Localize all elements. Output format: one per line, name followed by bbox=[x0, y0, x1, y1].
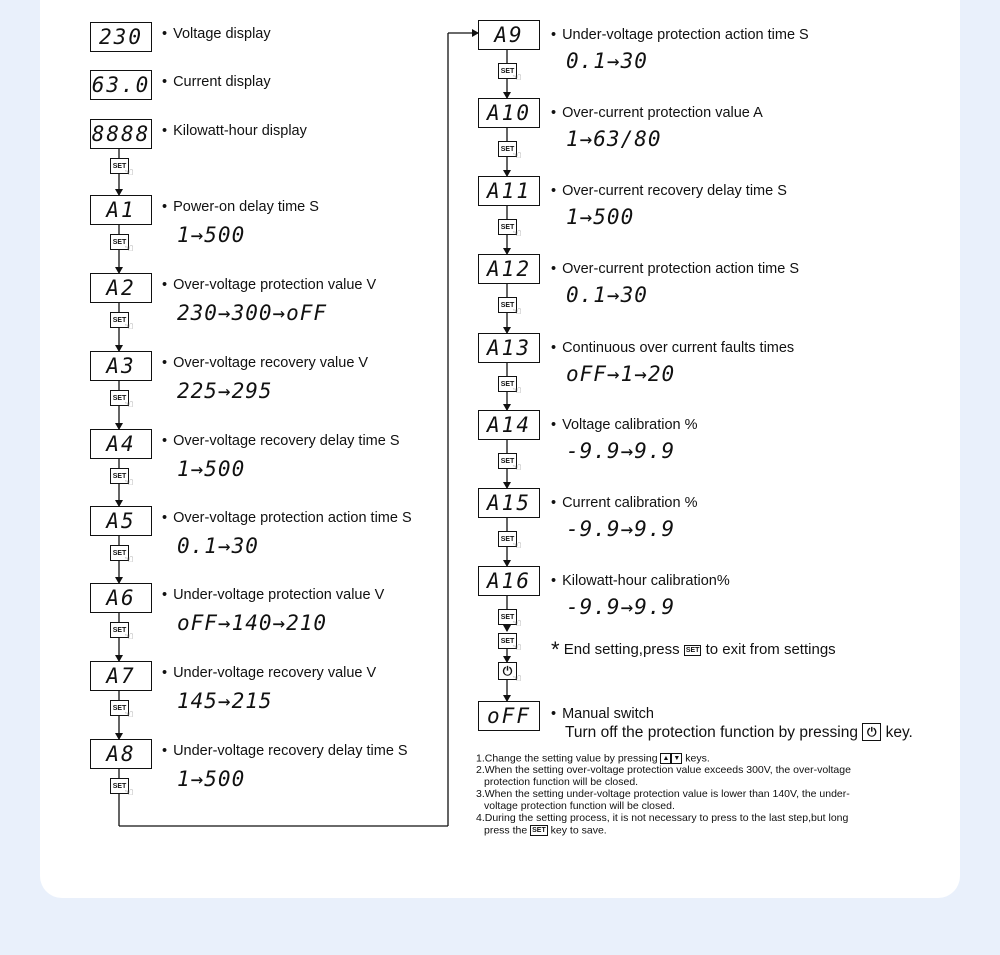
set-key-icon: SET bbox=[685, 646, 700, 654]
set-key-icon: SET bbox=[532, 827, 546, 834]
power-key-icon: ⏻ bbox=[862, 723, 881, 741]
value-range-a16: -9.9→9.9 bbox=[566, 595, 676, 619]
label-a6: • Under-voltage protection value V bbox=[162, 587, 385, 603]
label-230: • Voltage display bbox=[162, 26, 271, 42]
value-range-a6: oFF→140→210 bbox=[177, 611, 328, 635]
label-a14: • Voltage calibration % bbox=[551, 417, 698, 433]
set-key-8[interactable]: SET bbox=[110, 700, 129, 716]
value-range-a4: 1→500 bbox=[177, 457, 246, 481]
label-a8: • Under-voltage recovery delay time S bbox=[162, 743, 408, 759]
note-3a: 3.When the setting under-voltage protection value is lower than 140V, the under- bbox=[476, 788, 850, 800]
label-a2: • Over-voltage protection value V bbox=[162, 277, 377, 293]
label-a3: • Over-voltage recovery value V bbox=[162, 355, 369, 371]
hand-press-icon: ☜ bbox=[124, 399, 134, 411]
value-range-a3: 225→295 bbox=[177, 379, 273, 403]
set-key-13[interactable]: SET bbox=[498, 141, 517, 157]
display-8888: 8888 bbox=[90, 119, 152, 149]
display-a1: A1 bbox=[90, 195, 152, 225]
display-a11: A11 bbox=[478, 176, 540, 206]
value-range-a5: 0.1→30 bbox=[177, 534, 259, 558]
hand-press-icon: ☜ bbox=[124, 167, 134, 179]
display-a6: A6 bbox=[90, 583, 152, 613]
set-key-1[interactable]: SET bbox=[110, 158, 129, 174]
note-2b: protection function will be closed. bbox=[484, 776, 639, 788]
hand-press-icon: ☜ bbox=[512, 228, 522, 240]
display-a13: A13 bbox=[478, 333, 540, 363]
display-a7: A7 bbox=[90, 661, 152, 691]
hand-press-icon: ☜ bbox=[124, 709, 134, 721]
display-a8: A8 bbox=[90, 739, 152, 769]
label-a16: • Kilowatt-hour calibration% bbox=[551, 573, 730, 589]
hand-press-icon: ☜ bbox=[512, 385, 522, 397]
label-a11: • Over-current recovery delay time S bbox=[551, 183, 787, 199]
hand-press-icon: ☜ bbox=[512, 642, 522, 654]
hand-press-icon: ☜ bbox=[512, 462, 522, 474]
display-a14: A14 bbox=[478, 410, 540, 440]
value-range-a9: 0.1→30 bbox=[566, 49, 648, 73]
value-range-a7: 145→215 bbox=[177, 689, 273, 713]
label-a7: • Under-voltage recovery value V bbox=[162, 665, 377, 681]
display-a10: A10 bbox=[478, 98, 540, 128]
note-4a: 4.During the setting process, it is not necessary to press to the last step,but long bbox=[476, 812, 849, 824]
hand-press-icon: ☜ bbox=[512, 540, 522, 552]
hand-press-icon: ☜ bbox=[124, 554, 134, 566]
hand-press-icon: ☜ bbox=[124, 321, 134, 333]
value-range-a11: 1→500 bbox=[566, 205, 635, 229]
hand-press-icon: ☜ bbox=[124, 787, 134, 799]
label-a10: • Over-current protection value A bbox=[551, 105, 763, 121]
hand-press-icon: ☜ bbox=[512, 72, 522, 84]
display-a2: A2 bbox=[90, 273, 152, 303]
value-range-a13: oFF→1→20 bbox=[566, 362, 676, 386]
manual-switch-label: • Manual switch bbox=[551, 706, 654, 722]
value-range-a2: 230→300→oFF bbox=[177, 301, 328, 325]
hand-press-icon: ☜ bbox=[124, 477, 134, 489]
hand-press-icon: ☜ bbox=[124, 631, 134, 643]
label-a15: • Current calibration % bbox=[551, 495, 698, 511]
label-a1: • Power-on delay time S bbox=[162, 199, 319, 215]
value-range-a10: 1→63/80 bbox=[566, 127, 662, 151]
label-a13: • Continuous over current faults times bbox=[551, 340, 795, 356]
hand-press-icon: ☜ bbox=[512, 618, 522, 630]
down-key-icon: ▼ bbox=[673, 755, 681, 762]
value-range-a12: 0.1→30 bbox=[566, 283, 648, 307]
value-range-a14: -9.9→9.9 bbox=[566, 439, 676, 463]
display-a12: A12 bbox=[478, 254, 540, 284]
set-key-end[interactable]: SET bbox=[498, 633, 517, 649]
set-key-19[interactable]: SET bbox=[498, 609, 517, 625]
value-range-a15: -9.9→9.9 bbox=[566, 517, 676, 541]
set-key-12[interactable]: SET bbox=[498, 63, 517, 79]
set-key-18[interactable]: SET bbox=[498, 531, 517, 547]
note-3b: voltage protection function will be closed. bbox=[484, 800, 675, 812]
set-key-16[interactable]: SET bbox=[498, 376, 517, 392]
value-range-a1: 1→500 bbox=[177, 223, 246, 247]
hand-press-icon: ☜ bbox=[512, 673, 522, 685]
set-key-15[interactable]: SET bbox=[498, 297, 517, 313]
label-a4: • Over-voltage recovery delay time S bbox=[162, 433, 400, 449]
note-1: 1.Change the setting value by pressing ▲ ▼ keys. bbox=[476, 752, 710, 765]
set-key-2[interactable]: SET bbox=[110, 234, 129, 250]
display-a5: A5 bbox=[90, 506, 152, 536]
hand-press-icon: ☜ bbox=[124, 243, 134, 255]
label-a5: • Over-voltage protection action time S bbox=[162, 510, 412, 526]
label-a9: • Under-voltage protection action time S bbox=[551, 27, 809, 43]
display-a9: A9 bbox=[478, 20, 540, 50]
display-off: oFF bbox=[478, 701, 540, 731]
set-key-9[interactable]: SET bbox=[110, 778, 129, 794]
label-a12: • Over-current protection action time S bbox=[551, 261, 800, 277]
set-key-3[interactable]: SET bbox=[110, 312, 129, 328]
display-230: 230 bbox=[90, 22, 152, 52]
display-630: 63.0 bbox=[90, 70, 152, 100]
up-key-icon: ▲ bbox=[662, 755, 670, 762]
note-2a: 2.When the setting over-voltage protection value exceeds 300V, the over-voltage bbox=[476, 764, 851, 776]
display-a4: A4 bbox=[90, 429, 152, 459]
note-4b: press the SET key to save. bbox=[484, 824, 607, 837]
manual-switch-desc: Turn off the protection function by pressing ⏻ key. bbox=[565, 724, 913, 742]
set-key-14[interactable]: SET bbox=[498, 219, 517, 235]
set-key-7[interactable]: SET bbox=[110, 622, 129, 638]
display-a15: A15 bbox=[478, 488, 540, 518]
display-a16: A16 bbox=[478, 566, 540, 596]
value-range-a8: 1→500 bbox=[177, 767, 246, 791]
label-8888: • Kilowatt-hour display bbox=[162, 123, 307, 139]
set-key-6[interactable]: SET bbox=[110, 545, 129, 561]
set-key-5[interactable]: SET bbox=[110, 468, 129, 484]
end-setting-note: * End setting,press SET to exit from settings bbox=[551, 637, 836, 662]
set-key-4[interactable]: SET bbox=[110, 390, 129, 406]
hand-press-icon: ☜ bbox=[512, 150, 522, 162]
set-key-17[interactable]: SET bbox=[498, 453, 517, 469]
hand-press-icon: ☜ bbox=[512, 306, 522, 318]
power-key-button[interactable]: ⏻ bbox=[498, 662, 517, 680]
label-630: • Current display bbox=[162, 74, 271, 90]
display-a3: A3 bbox=[90, 351, 152, 381]
